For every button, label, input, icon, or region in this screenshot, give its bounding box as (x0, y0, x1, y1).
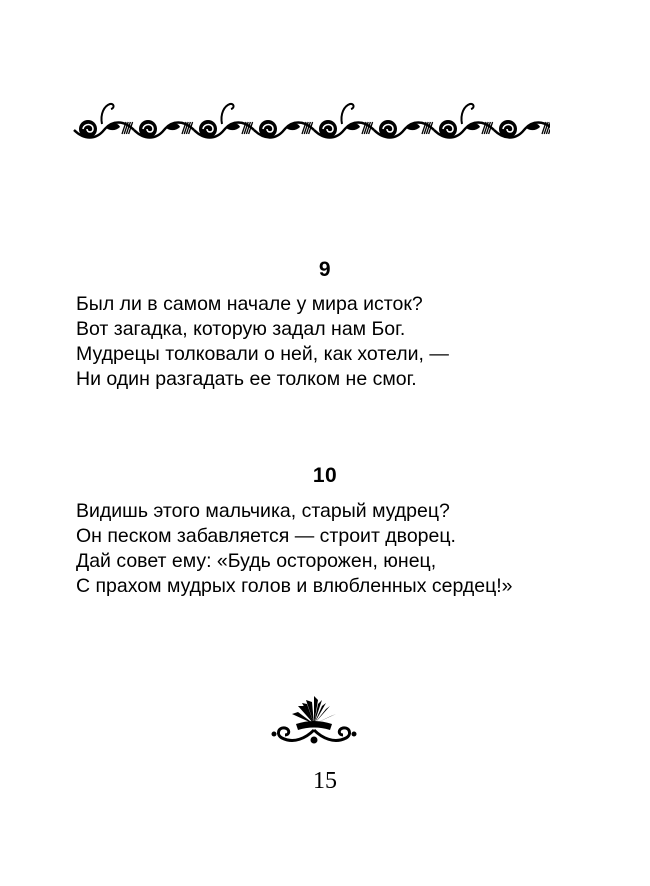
stanza-10 (76, 499, 616, 599)
stanza-line: Вот загадка, которую задал нам Бог. (76, 318, 406, 340)
stanza-line: Дай совет ему: «Будь осторожен, юнец, (76, 550, 437, 572)
stanza-line: С прахом мудрых голов и влюбленных сердец!» (76, 575, 513, 597)
stanza-line: Видишь этого мальчика, старый мудрец? (76, 500, 450, 522)
stanza-line: Он песком забавляется — строит дворец. (76, 525, 456, 547)
page-number: 15 (313, 768, 337, 794)
palmette-ornament-icon (266, 694, 362, 750)
stanza-number-10: 10 (312, 464, 338, 487)
stanza-line: Мудрецы толковали о ней, как хотели, — (76, 343, 449, 365)
scroll-border-ornament-icon (68, 98, 550, 148)
stanza-9 (76, 292, 616, 392)
stanza-line: Ни один разгадать ее толком не смог. (76, 368, 417, 390)
stanza-number-9: 9 (318, 258, 332, 281)
stanza-line: Был ли в самом начале у мира исток? (76, 293, 423, 315)
